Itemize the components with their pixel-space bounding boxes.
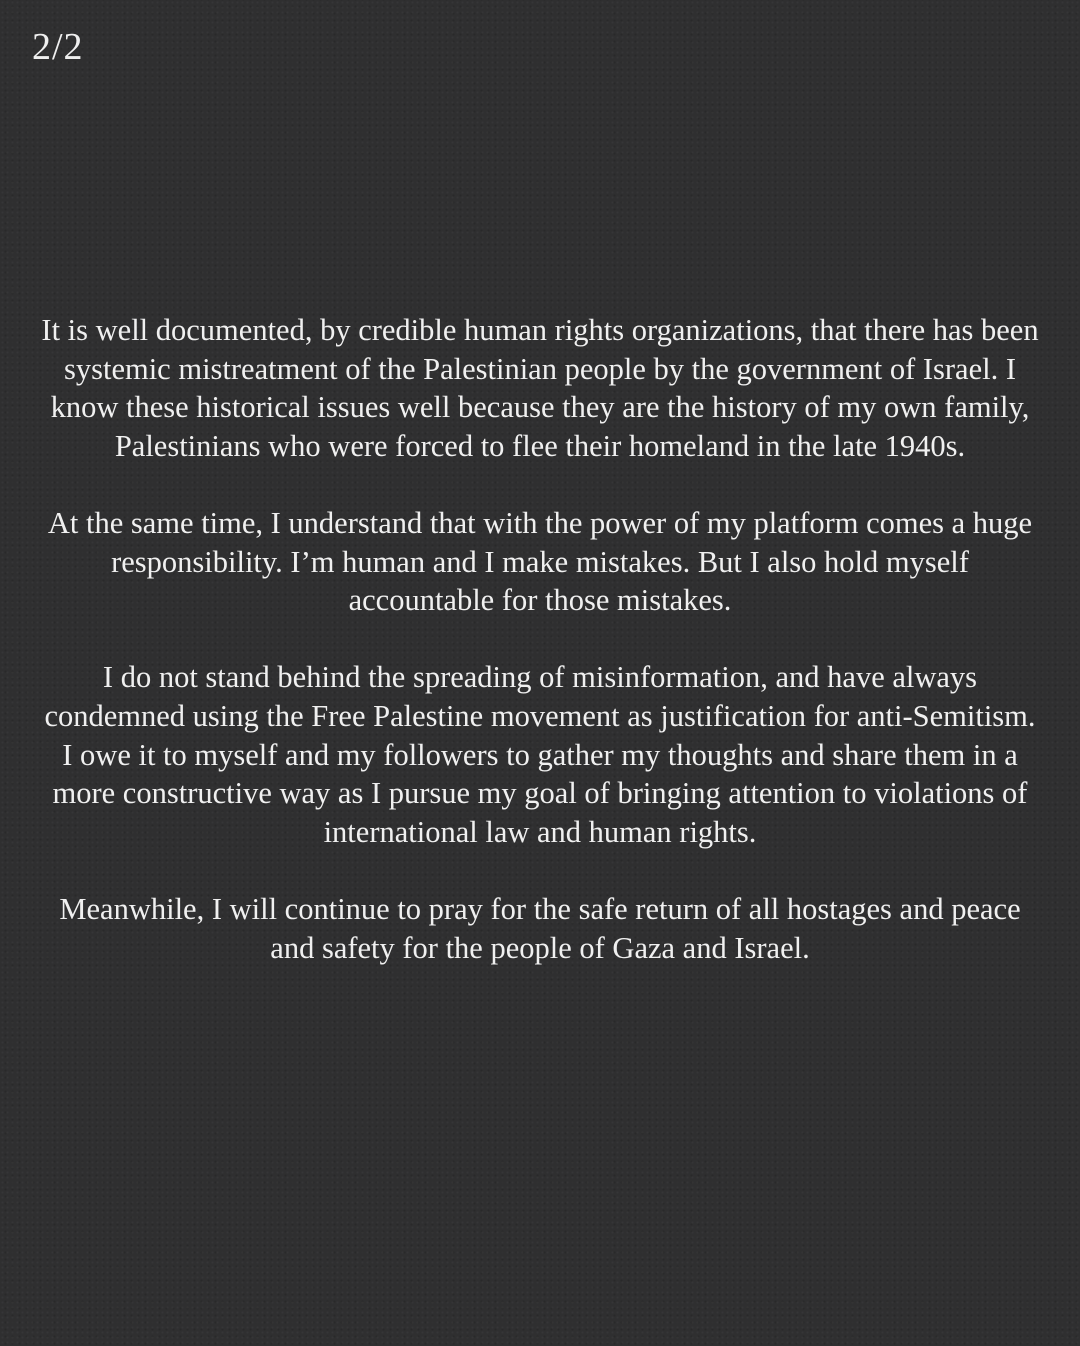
- statement-paragraph-2: At the same time, I understand that with the power of my platform comes a huge responsibility. I’m human and I make mistakes. But I also hold myself accountable for those mistakes.: [47, 505, 1033, 618]
- statement-paragraph-3: I do not stand behind the spreading of misinformation, and have always condemned using the Free Palestine movement as justification for anti-Semitism. I owe it to myself and my followers to gather my thoughts and share them in a more constructive way as I pursue my goal of bringing attention to violations of international law and human rights.: [44, 660, 1036, 849]
- statement-paragraph-4: Meanwhile, I will continue to pray for the safe return of all hostages and peace and safety for the people of Gaza and Israel.: [59, 891, 1021, 965]
- statement-paragraph-1: It is well documented, by credible human rights organizations, that there has been systemic mistreatment of the Palestinian people by the government of Israel. I know these historical issues well because they are the history of my own family, Palestinians who were forced to flee their homeland in the late 1940s.: [41, 313, 1039, 463]
- statement-body: [40, 311, 1040, 967]
- page-counter: 2/2: [32, 26, 84, 68]
